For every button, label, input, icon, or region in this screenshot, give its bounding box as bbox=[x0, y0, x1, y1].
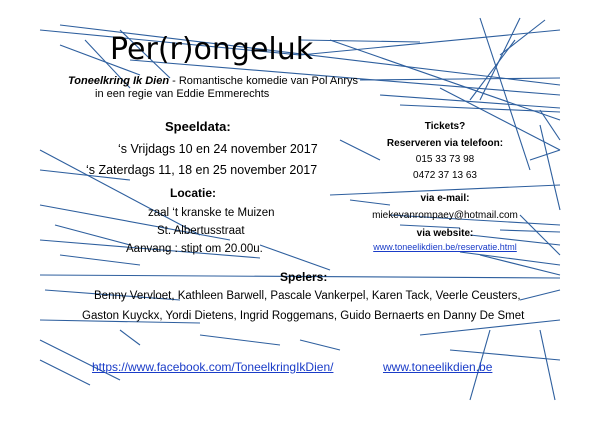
page-title: Per(r)ongeluk bbox=[110, 32, 314, 67]
phone-heading: Reserveren via telefoon: bbox=[386, 138, 504, 149]
website-link[interactable]: www.toneelikdien.be bbox=[383, 360, 493, 374]
spelers-line-2: Gaston Kuyckx, Yordi Dietens, Ingrid Roggemans, Guido Bernaerts en Danny De Smet bbox=[82, 310, 525, 322]
tickets-heading: Tickets? bbox=[424, 121, 466, 132]
play-description: - Romantische komedie van Pol Anrys bbox=[169, 75, 358, 87]
reservation-link[interactable]: www.toneelikdien.be/reservatie.html bbox=[373, 242, 517, 252]
locatie-line-3: Aanvang : stipt om 20.00u. bbox=[126, 243, 263, 255]
phone-number-1: 015 33 73 98 bbox=[415, 154, 475, 165]
facebook-link[interactable]: https://www.facebook.com/ToneelkringIkDien/ bbox=[92, 360, 334, 374]
email-heading: via e-mail: bbox=[420, 193, 470, 204]
subtitle-line-1 bbox=[68, 75, 358, 87]
subtitle-line-2: in een regie van Eddie Emmerechts bbox=[95, 88, 270, 100]
phone-number-2: 0472 37 13 63 bbox=[413, 170, 477, 181]
speeldata-heading: Speeldata: bbox=[165, 119, 231, 134]
locatie-line-1: zaal ‘t kranske te Muizen bbox=[148, 207, 275, 219]
email-address: miekevanrompaey@hotmail.com bbox=[372, 210, 518, 221]
locatie-heading: Locatie: bbox=[170, 186, 217, 200]
locatie-line-2: St. Albertusstraat bbox=[157, 225, 245, 237]
speeldata-line-1: ‘s Vrijdags 10 en 24 november 2017 bbox=[118, 142, 318, 156]
company-name: Toneelkring Ik Dien bbox=[68, 75, 170, 87]
spelers-heading: Spelers: bbox=[280, 270, 328, 284]
spelers-line-1: Benny Vervloet, Kathleen Barwell, Pascale Vankerpel, Karen Tack, Veerle Ceusters, bbox=[94, 290, 521, 302]
website-heading: via website: bbox=[416, 228, 474, 239]
speeldata-line-2: ‘s Zaterdags 11, 18 en 25 november 2017 bbox=[86, 163, 318, 177]
